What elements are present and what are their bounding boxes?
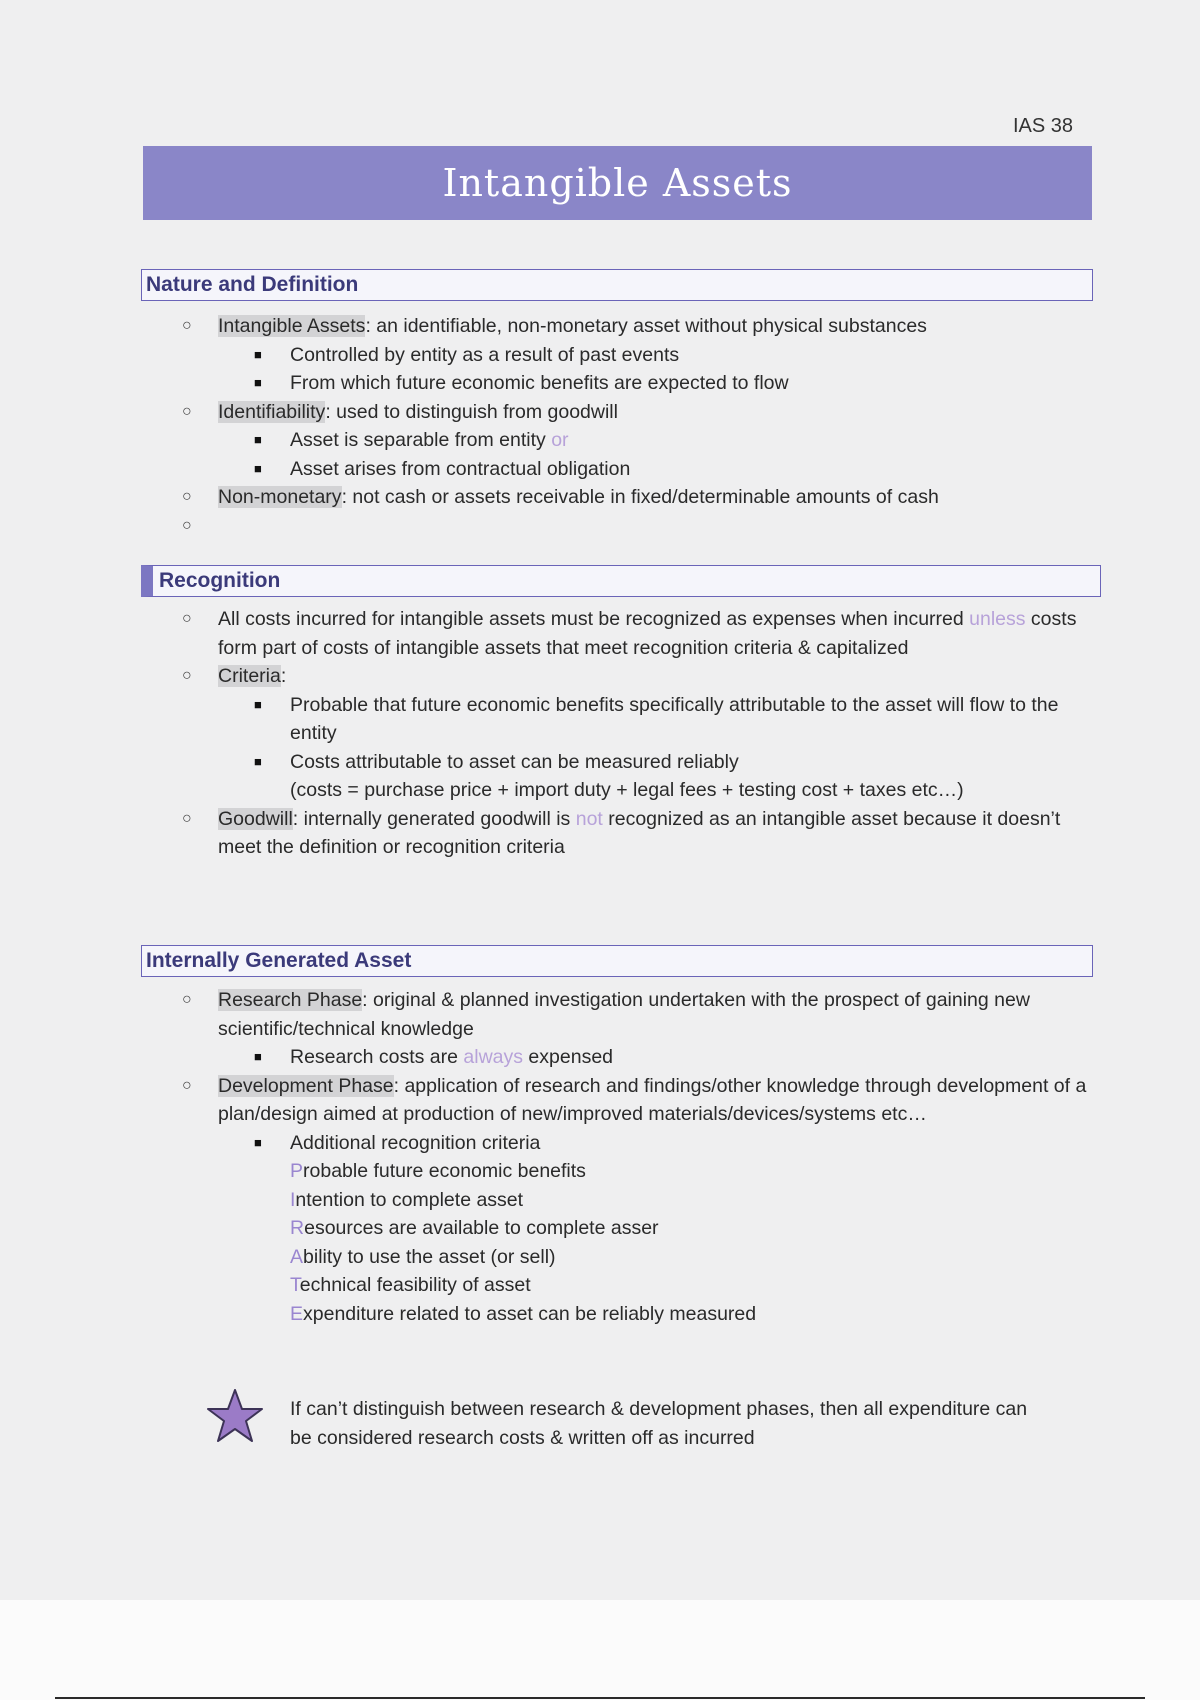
acronym-letter: E: [290, 1302, 304, 1325]
hollow-circle-bullet-icon: ○: [182, 991, 192, 1008]
acronym-letter: T: [290, 1274, 300, 1296]
criteria-text: esources are available to complete asser: [304, 1217, 659, 1239]
acronym-letter: A: [290, 1245, 304, 1268]
empty-list-item: [0, 512, 1200, 541]
item-text: Probable that future economic benefits specifically attributable to the asset will flow to the entity: [290, 693, 1059, 744]
item-text: : original & planned investigation undertaken with the prospect of gaining new scientific/technical knowledge: [218, 989, 1030, 1040]
sub-list-item: [0, 691, 1200, 748]
acronym-letter: P: [290, 1160, 304, 1182]
star-icon: [206, 1388, 264, 1444]
item-text: recognized as an intangible asset because it doesn’t meet the definition or recognition criteria: [218, 807, 1061, 858]
criteria-line-i: [290, 1186, 1090, 1215]
recognition-content: [0, 605, 1200, 862]
sub-list-item: [0, 341, 1200, 370]
item-text: :: [280, 665, 287, 687]
list-item: [0, 805, 1200, 862]
hollow-circle-bullet-icon: ○: [182, 610, 192, 627]
sub-list-item: [0, 369, 1200, 398]
list-item: [0, 986, 1200, 1043]
hollow-circle-bullet-icon: ○: [182, 402, 192, 420]
item-text: : not cash or assets receivable in fixed/determinable amounts of cash: [341, 486, 939, 508]
square-bullet-icon: ■: [254, 375, 262, 390]
title-banner: [143, 146, 1092, 220]
item-text: : application of research and findings/other knowledge through development of a plan/design aimed at production of new/improved materials/devices/systems etc…: [218, 1074, 1087, 1125]
nature-content: [0, 312, 1200, 540]
soft-keyword: or: [551, 429, 569, 451]
item-text: expensed: [523, 1046, 614, 1068]
criteria-line-a: [290, 1243, 1090, 1272]
square-bullet-icon: ■: [254, 696, 262, 712]
soft-keyword: unless: [969, 608, 1026, 630]
internal-content: [0, 986, 1200, 1328]
hollow-circle-bullet-icon: ○: [182, 667, 192, 684]
term-highlight: Identifiability: [218, 400, 326, 423]
list-item: [0, 1072, 1200, 1129]
term-highlight: Criteria: [218, 665, 281, 687]
criteria-line-r: [290, 1214, 1090, 1243]
item-text: Additional recognition criteria: [290, 1131, 541, 1154]
list-item: [0, 398, 1200, 427]
hollow-circle-bullet-icon: ○: [182, 809, 192, 827]
criteria-line-e: [290, 1300, 1090, 1329]
sub-list-item: [0, 1043, 1200, 1072]
sub-list-item: [0, 748, 1200, 805]
footer-rule: [55, 1697, 1145, 1699]
section-heading-recognition: Recognition: [141, 565, 1101, 597]
hollow-circle-bullet-icon: ○: [182, 317, 192, 334]
criteria-text: robable future economic benefits: [303, 1160, 586, 1182]
list-item: [0, 312, 1200, 341]
square-bullet-icon: ■: [254, 432, 262, 447]
square-bullet-icon: ■: [254, 753, 262, 769]
soft-keyword: always: [463, 1046, 524, 1068]
page-footer-area: [0, 1600, 1200, 1700]
list-item: [0, 483, 1200, 512]
square-bullet-icon: ■: [254, 346, 262, 362]
item-text: Controlled by entity as a result of past events: [290, 343, 680, 366]
hollow-circle-bullet-icon: ○: [182, 516, 192, 534]
item-text: Research costs are: [290, 1046, 464, 1068]
square-bullet-icon: ■: [254, 460, 262, 476]
sub-list-item: [0, 426, 1200, 455]
page-title: Intangible Assets: [442, 161, 793, 205]
criteria-text: xpenditure related to asset can be reliably measured: [303, 1302, 757, 1325]
item-text: From which future economic benefits are expected to flow: [290, 372, 789, 394]
list-item: [0, 662, 1200, 691]
square-bullet-icon: ■: [254, 1134, 262, 1150]
hollow-circle-bullet-icon: ○: [182, 488, 192, 505]
section-heading-nature: Nature and Definition: [141, 269, 1093, 301]
term-highlight: Research Phase: [218, 989, 363, 1011]
standard-reference: IAS 38: [1012, 115, 1073, 137]
criteria-line-t: [290, 1271, 1090, 1300]
criteria-text: bility to use the asset (or sell): [303, 1245, 556, 1268]
item-text: : used to distinguish from goodwill: [325, 400, 618, 423]
item-text: All costs incurred for intangible assets must be recognized as expenses when incurred: [218, 608, 970, 630]
criteria-text: echnical feasibility of asset: [299, 1274, 531, 1296]
term-highlight: Intangible Assets: [218, 315, 366, 337]
criteria-text: ntention to complete asset: [295, 1188, 524, 1211]
item-text: : an identifiable, non-monetary asset without physical substances: [365, 315, 927, 337]
term-highlight: Non-monetary: [218, 486, 342, 508]
hollow-circle-bullet-icon: ○: [182, 1076, 192, 1094]
acronym-letter: I: [290, 1188, 296, 1211]
star-note-text: If can’t distinguish between research & development phases, then all expenditure can be considered research costs & written off as incurred: [290, 1398, 1028, 1449]
cost-formula-note: (costs = purchase price + import duty + legal fees + testing cost + taxes etc…): [290, 779, 964, 801]
soft-keyword: not: [575, 807, 603, 830]
criteria-line-p: [290, 1157, 1090, 1186]
item-text: Asset arises from contractual obligation: [290, 457, 631, 480]
sub-list-item: [0, 1129, 1200, 1329]
term-highlight: Development Phase: [218, 1074, 394, 1097]
item-text: costs form part of costs of intangible assets that meet recognition criteria & capitalized: [218, 608, 1077, 659]
item-text: Asset is separable from entity: [290, 429, 552, 451]
term-highlight: Goodwill: [218, 807, 293, 830]
item-text: Costs attributable to asset can be measured reliably: [290, 750, 739, 773]
list-item: [0, 605, 1200, 662]
section-heading-internal: Internally Generated Asset: [141, 945, 1093, 977]
item-text: : internally generated goodwill is: [292, 807, 576, 830]
acronym-letter: R: [290, 1217, 305, 1239]
square-bullet-icon: ■: [254, 1049, 262, 1064]
sub-list-item: [0, 455, 1200, 484]
